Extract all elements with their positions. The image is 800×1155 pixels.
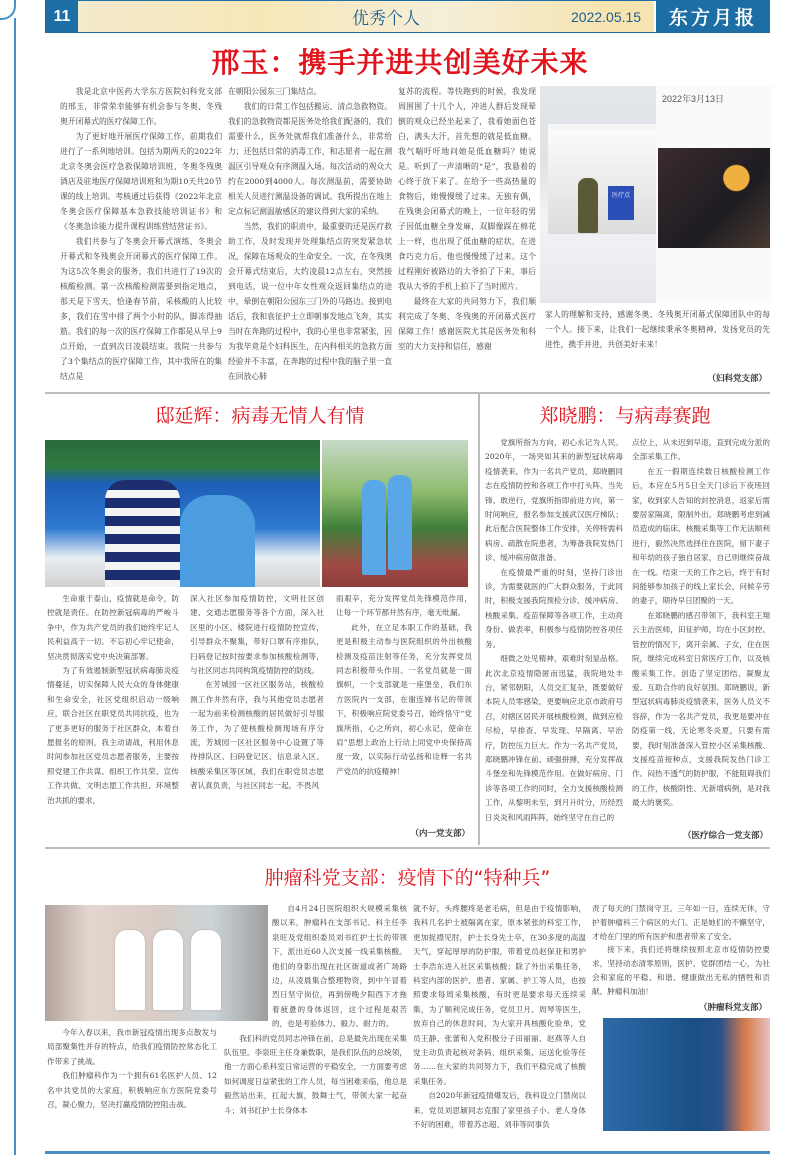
photo-throat-swab: [603, 1018, 770, 1131]
paragraph: 家人的理解和支持，感谢冬奥、冬残奥开闭幕式保障团队中的每一个人。接下来，让我们一起继续秉承冬奥精神，发扬党员的先进性，携手并进，共创美好未来！: [545, 310, 770, 349]
paragraph: 此外，在立足本职工作的基础，我更是积极主动参与医院组织的外出核酸检测及疫苗注射等任务，充分发挥党员同志积极带头作用。一名党员就是一面旗帜，一个支部就是一座堡垒，我们东方医院内一支部，在谢连娣书记的带领下，积极响应院党委号召，始终恪守“党旗所指，心之所向，初心永记，使命在肩”思想上政治上行动上同党中央保持高度一致，以实际行动弘扬和诠释一名共产党员的抗疫精神！: [336, 622, 472, 776]
article2-col1: [47, 592, 179, 842]
paragraph: 我们科的党员同志冲锋在前，总是最先出现在采集队伍里。李泉旺主任身兼数职，是我们队伍的总统领，他一方面心系科室日常运营的平稳安全，一方面要考虑如何调度日益紧张的工作人员，每当困难来临，他总是毅然站出来，扛起大旗，鼓舞士气，带领大家一起奋斗；刘书红护士长身体本: [224, 1033, 407, 1115]
article3-col2: [632, 436, 770, 826]
article1-byline: （妇科党支部）: [707, 374, 767, 384]
nurse-shape: [115, 930, 145, 1010]
paragraph: 自2020年新冠疫情爆发后，我科设立门禁岗以来，党员刘思颖同志克服了家里孩子小、老人身体不好的困难，带着苏志超、刘菲等同事负: [413, 1091, 586, 1130]
page-header: [45, 0, 770, 33]
medic-shape: [362, 480, 386, 575]
paragraph: 在疫情最严重的时刻，坚持门诊出诊，为需要就医的广大群众服务，于此同时，积极支援我院预检分诊、缓冲病房、核酸采集、疫苗保障等各项工作，主动亮身份、做表率，积极参与疫情防控各项任务。: [485, 567, 623, 649]
article3-col1: [485, 436, 623, 842]
paragraph: 自4月24日医院组织大规模采集核酸以来，肿瘤科在支部书记、科主任李泉旺及党组织委员刘书红护士长的带领下，派出近60人次支援一线采集核酸。他们的身影出现在社区街道或者广场路边，从凌晨集合整理物资，到中午冒着烈日坚守岗位，再到傍晚夕阳西下才拖着疲惫的身体返回，这个过程是艰苦的，也是考验体力、毅力、耐力的。: [272, 904, 407, 1029]
paragraph: 为了更好地开展医疗保障工作，前期我们进行了一系列地培训。包括为期两天的2022年北京冬奥会医疗急救保障培训班、冬奥冬残奥酒店及驻地医疗保障培训班和为期10天共20节课的线上培训。考核通过后获得《2022年北京冬奥会医疗保障基本急救技能培训证书》和《冬奥急诊能力提升课程训练营结营证书》。: [60, 132, 222, 231]
article1-col2: [228, 84, 392, 388]
medic-shape: [180, 495, 255, 587]
paragraph: 最终在大家的共同努力下，我们顺利完成了冬奥、冬残奥的开闭幕式医疗保障工作！感谢医院尤其是医务处和科室的大力支持和信任，感谢: [398, 297, 536, 351]
page-number: 11: [46, 1, 78, 32]
medic-shape: [388, 475, 412, 570]
article4-byline: （肿瘤科党支部）: [698, 1003, 767, 1013]
page-margin-line: [14, 18, 16, 1155]
article2-col2: [190, 592, 324, 842]
paragraph: 在五一假期连续数日核酸检测工作后，本应在5月5日全天门诊后下夜班回家，收到家人告知的封控消息，返家后需要居家隔离，限制外出。郑晓鹏考虑到减员造成的临床、核酸采集等工作无法顺利进行，毅然决然选择住在医院，留下妻子和年幼的孩子独自居家，自己则继续奋战在一线。结束一天的工作之后，终于有时间能够参加孩子的线上家长会，问候辛劳的妻子，期待早日团聚的一天。: [632, 466, 770, 606]
paragraph: 我们共参与了冬奥会开幕式演练、冬奥会开幕式和冬残奥会开闭幕式的医疗保障工作。为这5次冬奥会的服务，我们共进行了19次的核酸检测。第一次核酸检测需要到指定地点，那天是下雪天，恰逢春节前，采核酸的人比较多，我们在雪中排了两个小时的队，脚冻得抽筋。我们的每一次的医疗保障工作都是从早上9点开始，一直到次日凌晨结束。我院一共参与了3个集结点的医疗保障工作，其中我所在的集结点是: [60, 237, 222, 381]
paragraph: 我是北京中医药大学东方医院妇科党支部的邢玉，非常荣幸能够有机会参与冬奥、冬残奥开闭幕式的医疗保障工作。: [60, 87, 222, 126]
night-rescue-image: [658, 148, 770, 248]
page-bottom-line: [45, 1151, 770, 1154]
page-margin-arc: [0, 0, 16, 20]
paragraph: 责了每天的门禁岗守卫。三年如一日，连续无休，守护着肿瘤科三个病区的大门。正是她们的不懈坚守，才给在门里的所有医护和患者带来了安全。: [592, 904, 770, 941]
paragraph: 我们的日常工作包括搬运、清点急救物资。我们的急救物资都是医务处给我们配备的，我们需要什么，医务处就帮我们准备什么，非常给力；还包括日常的消毒工作，和志愿者一起在测温区引导观众有序测温入场。每次活动的观众大约在2000到4000人。每次测温前，需要协助相关人员进行测温设备的调试。我所提出在地上定点标记测温敏感区的建议得到大家的采纳。: [228, 102, 392, 216]
article2-col3: [336, 592, 472, 822]
paragraph: 点位上，从未迟到早退，直到完成分派的全部采集工作。: [632, 438, 770, 462]
paragraph: 生命重于泰山，疫情就是命令，防控就是责任。在防控新冠病毒的严峻斗争中，作为共产党员的我们始终牢记人民利益高于一切。不忘初心牢记使命，坚决贯彻落实党中央决策部署。: [47, 594, 179, 661]
photo-date: 2022年3月13日: [662, 94, 725, 104]
person-shape: [578, 178, 598, 233]
paragraph: 在朝阳公园东三门集结点。: [228, 87, 322, 96]
medical-point-sign: 医疗点: [608, 186, 634, 220]
paragraph: 细微之处见精神，艰难时刻显品格。此次北京疫情隐匿而迅猛，我院地处丰台，紧邻朝阳，人员交汇复杂，既要做好本院人员零感染，更要响应北京市政府号召，对辖区居民开展核酸检测，做到应检尽检，早排查、早发现、早隔离、早治疗，防控压力巨大。作为一名共产党员，郑晓鹏冲锋在前、顽强拼搏，充分发挥战斗堡垒和先锋模范作用。在做好病房、门诊等各项工作的同时，全力支援核酸检测工作，从黎明未至，到月升时分，历经烈日炎炎和风雨阵阵，始终坚守在自己的: [485, 654, 623, 822]
paragraph: 在郑晓鹏的感召带领下，我科室王翔云主治医师，田征护师，均在小区封控、管控的情况下，离开亲属、子女，住在医院，继续完成科室日常医疗工作，以及核酸采集工作。创造了坚定团结、凝聚友爱、互助合作的良好氛围。郑晓鹏说，新型冠状病毒肺炎疫情袭来，医务人员义不容辞，作为一名共产党员，我更是要冲在防疫第一线，无论寒冬炎夏，只要有需要，我时刻准备深入管控小区采集核酸、支援疫苗接种点，支援我院发热门诊工作。闷热不透气的防护服，不能阻碍我们的工作，核酸阴性、无新增病例，是对我最大的褒奖。: [632, 610, 770, 808]
article1-title: 邢玉：携手并进共创美好未来: [211, 46, 589, 79]
issue-date: 2022.05.15: [571, 9, 642, 25]
resident-shape: [105, 480, 180, 587]
paragraph: 当然，我们的职责中，最重要的还是医疗救助工作，及时发现并处理集结点的突发紧急状况，保障在场观众的生命安全。一次，在冬残奥会开幕式结束后，大约凌晨12点左右，突然接到电话，说一位中年女性观众返回集结点的途中，晕倒在朝阳公园东三门外的马路边。接到电话后，我和袁征护士立即朝事发地点飞奔，其实当时在奔跑的过程中，我的心里也非常紧张，因为我毕竟是个妇科医生，在内科相关的急救方面经验并不丰富，在奔跑的过程中我的脑子里一直在回放心肺: [228, 222, 392, 381]
article3-title: 郑晓鹏：与病毒赛跑: [539, 405, 711, 427]
tent-shape: [548, 124, 656, 234]
paragraph: 在芳城园一区社区服务站，核酸检测工作井然有序，我与其他党员志愿者一起为前来检测核酸的居民做好引导服务工作，为了使核酸检测现场有序分流，芳城园一区社区服务中心设置了等待排队区、扫码登记区、信息录入区、核酸采集区等区域，我们在职党员志愿者认真负责，与社区同志一起，不畏风: [190, 680, 324, 791]
photo-volunteers-street: [322, 440, 468, 587]
article1-col4: [545, 307, 770, 369]
article2-byline: （内一党支部）: [410, 829, 470, 839]
photo-phone-screenshot: [656, 86, 772, 303]
article3-byline: （医疗综合一党支部）: [682, 831, 768, 841]
paragraph: 党旗所指为方向，初心永记为人民。2020年，一场突如其来的新型冠状病毒疫情袭来，作为一名共产党员，郑晓鹏同志在疫情防控和各项工作中打头阵、当先锋、敢逆行，党旗所指即前进方向，第一时间响应，报名参加支援武汉医疗梯队；此后配合医院整体工作安排，关停特需科病房、疏散在院患者，为筹备我院发热门诊、缓冲病房做准备。: [485, 438, 623, 563]
paragraph: 复苏的流程。等快跑到的时候，我发现周围围了十几个人，冲进人群后发现晕倒的观众已经坐起来了，我看她面色苍白，满头大汗，首先想的就是低血糖。我气喘吁吁地问她是低血糖吗？她说是。听到了一声清晰的“是”，我悬着的心终于放下来了。在给予一些高热量的食物后，她慢慢缓了过来。无独有偶，在残奥会闭幕式的晚上，一位年轻的男子因低血糖全身发麻，双脚像踩在棉花上一样，也出现了低血糖的症状，在进食巧克力后，他也慢慢缓了过来。这个过程刚好被路边的大爷拍了下来，事后我从大爷的手机上拍下了当时照片。: [398, 87, 536, 291]
photo-wrap-spacer: [224, 902, 272, 1025]
paragraph: 为了有效遏制新型冠状病毒肺炎疫情蔓延，切实保障人民大众的身体健康和生命安全，社区党组织启动一级响应，联合社区在职党员共同抗疫，也为了更多更好的服务于社区群众，本着自愿报名的原则，我主动请战，利用休息时间参加社区党员志愿者服务，主要按照党建工作共谋、组织工作共荣、宣传工作共做、文明志愿工作共担、环境整治共抓的要求，: [47, 666, 179, 805]
paragraph: 深入社区参加疫情防控，文明社区创建、交通志愿服务等各个方面，深入社区里的小区、楼院进行疫情防控宣传，引导群众不聚集，带好口罩有序排队，扫码登记按时按要求参加核酸检测等，与社区同志共同构筑疫情防控的防线。: [190, 594, 324, 676]
article1-col1: [60, 84, 222, 388]
article4-col4: [592, 902, 770, 998]
newspaper-brand: 东方月报: [654, 1, 770, 32]
paragraph: 就不好，头疼腰疼是老毛病，但是由于疫情影响，我科几名护士被隔离在家，原本紧张的科室工作，更加捉襟见肘，护士长身先士卒，在30多度的高温天气，穿起厚厚的防护服，带着党员赵保亚和男护士李浩东进入社区采集核酸；除了外出采集任务，科室内部的医护、患者、家属、护工等人员，也按照要求每周采集核酸，有时更是要求每天连续采集，为了顺利完成任务，党员卫月、周琴等医生，放弃自己的休息时间，为大家开具核酸化验单，党员王静、张蕾和入党积极分子田丽丽、赵燕等人自觉主动负责起核对条码、组织采集、运送化验等任务……在大家的共同努力下，我们平稳完成了核酸采集任务。: [413, 904, 586, 1086]
article1-col3: [398, 84, 536, 388]
article4-col3: [413, 902, 586, 1148]
paragraph: 我们肿瘤科作为一个拥有61名医护人员、12名中共党员的大家庭，积极响应东方医院党委号召，凝心聚力，坚决打赢疫情防控阻击战。: [47, 1071, 217, 1110]
paragraph: 今年入春以来，我市新冠疫情出现多点散发与局部聚集性并存的特点，给我们疫情防控常态化工作带来了挑战。: [47, 1028, 217, 1066]
article2-title: 邸延辉：病毒无情人有情: [155, 405, 365, 427]
article4-title: 肿瘤科党支部：疫情下的“特种兵”: [264, 867, 551, 889]
article4-col1: [47, 1026, 217, 1148]
photo-snow-medical-point: [540, 86, 656, 303]
paragraph: 雨艰辛，充分发挥党员先锋模范作用，让每一个环节都井然有序，毫无纰漏。: [336, 594, 472, 618]
section-title: 优秀个人: [352, 9, 420, 29]
divider: [478, 393, 480, 845]
nurse-shape: [153, 930, 183, 1010]
photo-nucleic-acid-test: [45, 440, 320, 587]
paragraph: 接下来，我们还将继续按照北京市疫情防控要求，坚持动态清零原则，医护、党群团结一心，为社会和家庭的平稳、和谐、健康做出无私的牺牲和贡献。肿瘤科加油！: [592, 945, 770, 996]
divider: [45, 847, 770, 849]
nurse-shape: [191, 930, 221, 1010]
article4-col2: [224, 902, 407, 1148]
divider: [45, 392, 770, 394]
